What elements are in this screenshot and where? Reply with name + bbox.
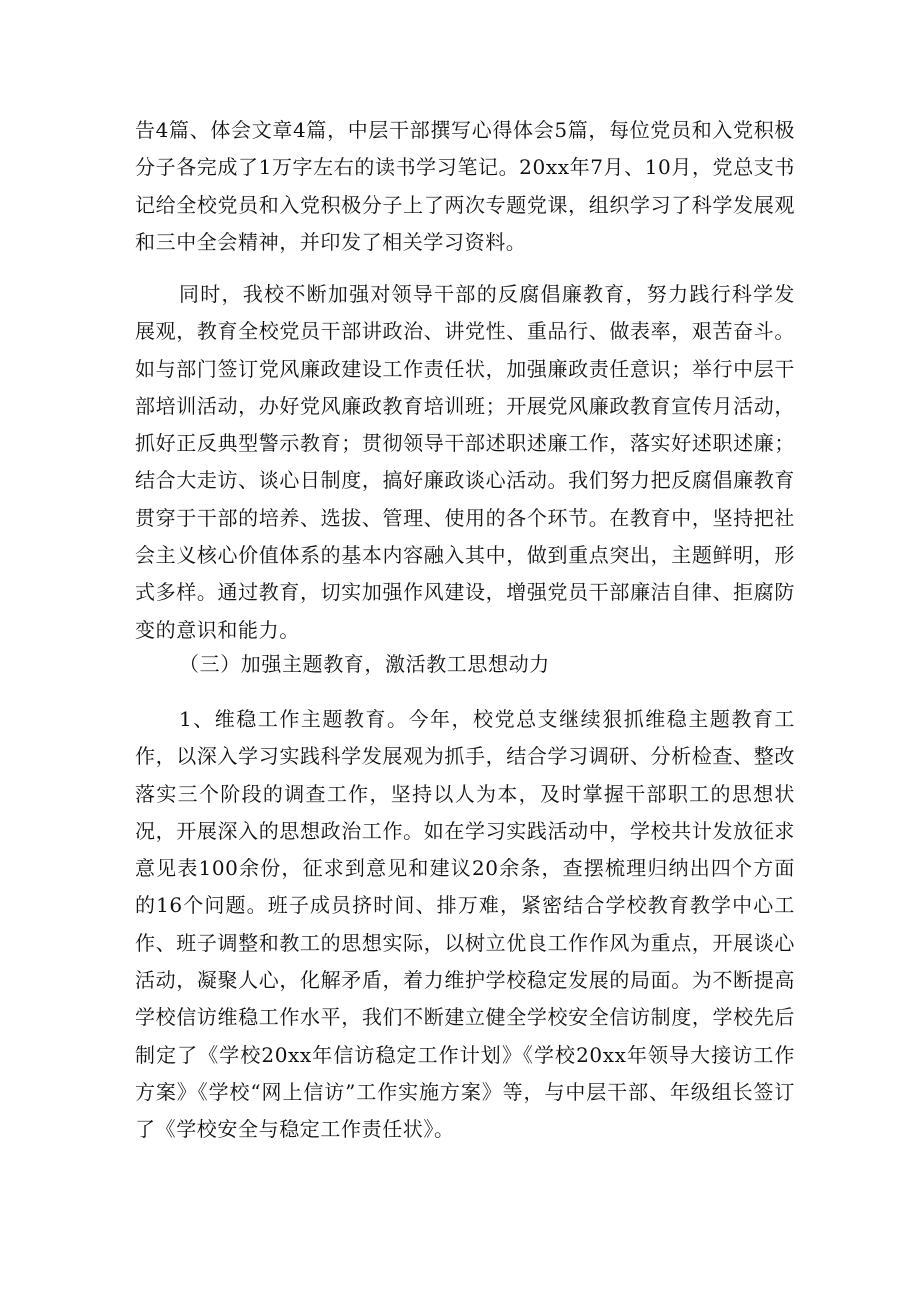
paragraph-stability-education: 1、维稳工作主题教育。今年，校党总支继续狠抓维稳主题教育工作，以深入学习实践科学发展观为抓手，结合学习调研、分析检查、整改落实三个阶段的调查工作，坚持以人为本，及时掌握干部职工的思想状况，开展深入的思想政治工作。如在学习实践活动中，学校共计发放征求意见表100余份，征求到意见和建议20余条，查摆梳理归纳出四个方面的16个问题。班子成员挤时间、排万难，紧密结合学校教育教学中心工作、班子调整和教工的思想实际，以树立优良工作作风为重点，开展谈心活动，凝聚人心，化解矛盾，着力维护学校稳定发展的局面。为不断提高学校信访维稳工作水平，我们不断建立健全学校安全信访制度，学校先后制定了《学校20xx年信访稳定工作计划》《学校20xx年领导大接访工作方案》《学校“网上信访”工作实施方案》等，与中层干部、年级组长签订了《学校安全与稳定工作责任状》。 <box>135 707 795 1142</box>
paragraph-continuation: 告4篇、体会文章4篇，中层干部撰写心得体会5篇，每位党员和入党积极分子各完成了1万字左右的读书学习笔记。20xx年7月、10月，党总支书记给全校党员和入党积极分子上了两次专题党课，组织学习了科学发展观和三中全会精神，并印发了相关学习资料。 <box>135 118 795 254</box>
section-heading: （三）加强主题教育，激活教工思想动力 <box>179 652 550 676</box>
paragraph-anticorruption-education: 同时，我校不断加强对领导干部的反腐倡廉教育，努力践行科学发展观，教育全校党员干部讲政治、讲党性、重品行、做表率，艰苦奋斗。如与部门签订党风廉政建设工作责任状，加强廉政责任意识；举行中层干部培训活动，办好党风廉政教育培训班；开展党风廉政教育宣传月活动，抓好正反典型警示教育；贯彻领导干部述职述廉工作，落实好述职述廉；结合大走访、谈心日制度，搞好廉政谈心活动。我们努力把反腐倡廉教育贯穿于干部的培养、选拔、管理、使用的各个环节。在教育中，坚持把社会主义核心价值体系的基本内容融入其中，做到重点突出，主题鲜明，形式多样。通过教育，切实加强作风建设，增强党员干部廉洁自律、拒腐防变的意识和能力。 <box>135 282 795 642</box>
